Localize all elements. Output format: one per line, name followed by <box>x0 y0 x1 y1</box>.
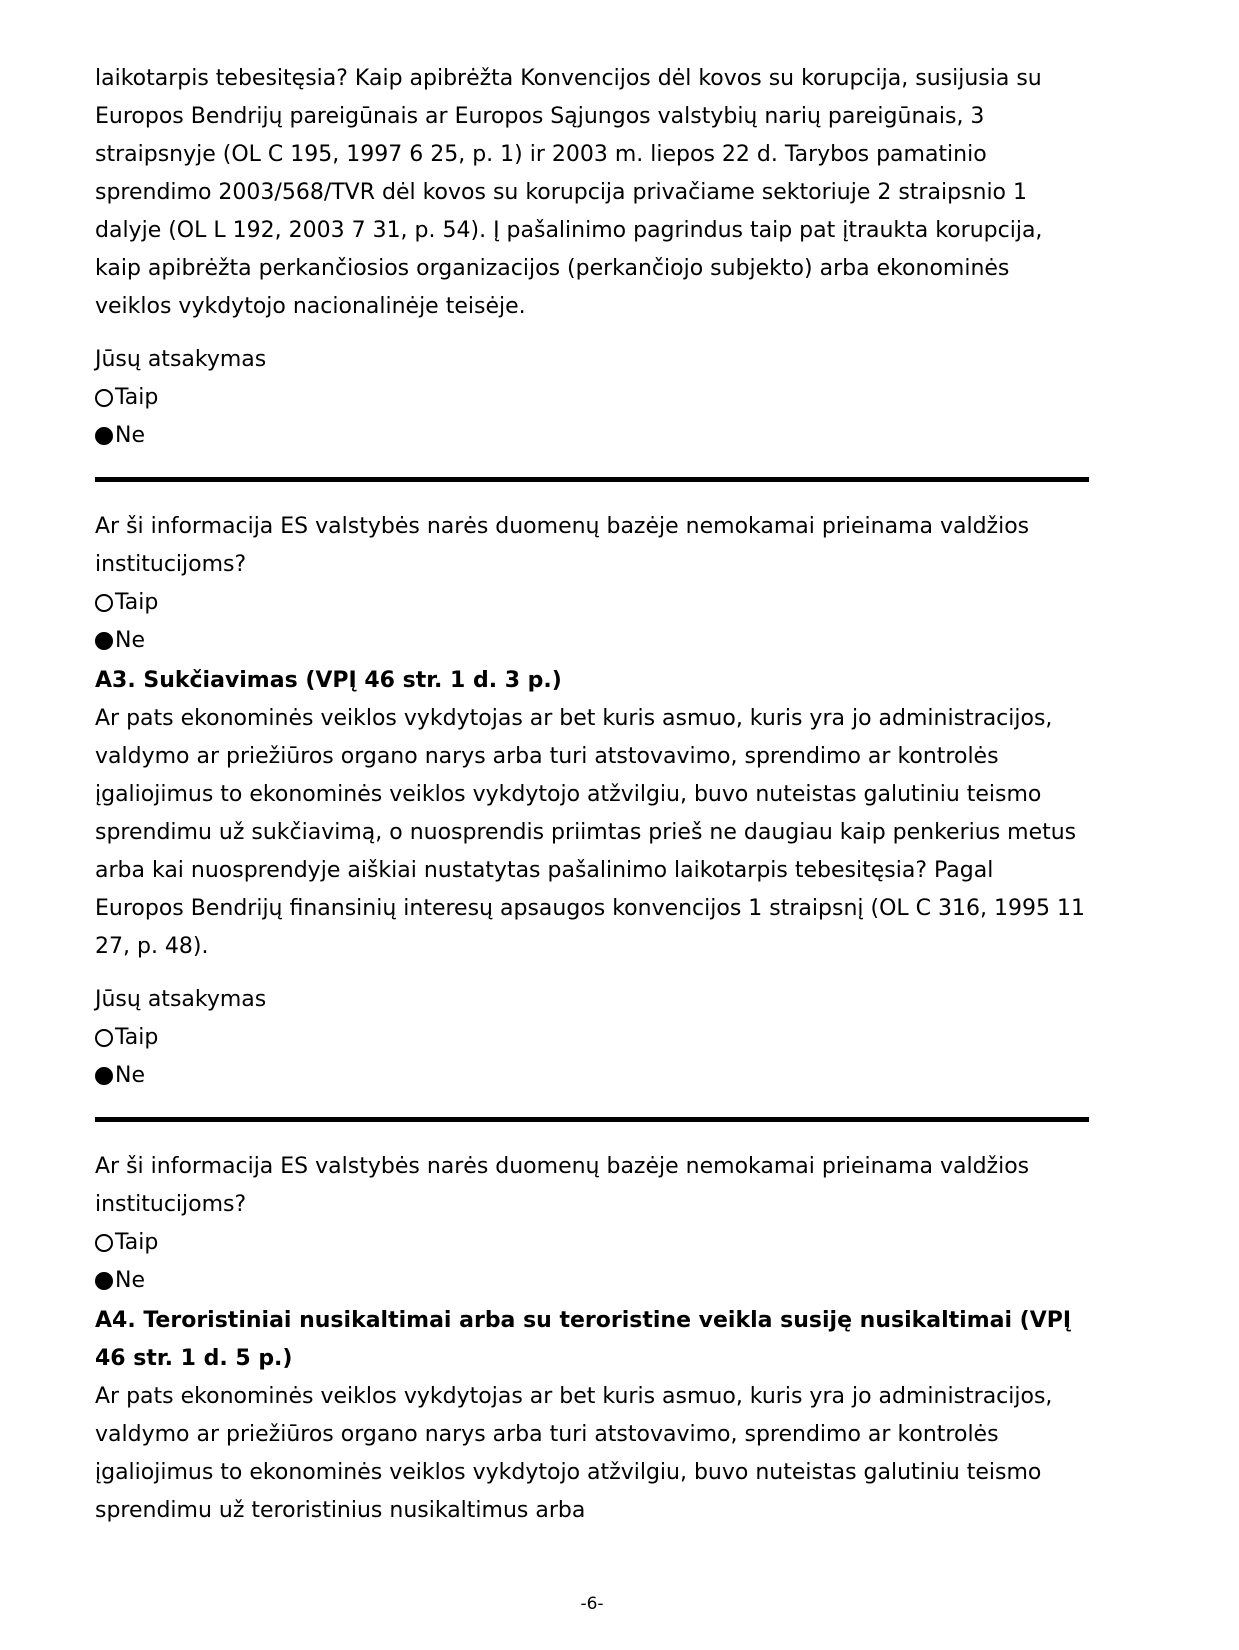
radio-unselected-icon <box>95 389 113 407</box>
your-answer-label: Jūsų atsakymas <box>95 987 267 1012</box>
heading-a3-fraud: A3. Sukčiavimas (VPĮ 46 str. 1 d. 3 p.) <box>95 668 562 693</box>
radio-option-taip-a3[interactable] <box>95 1019 1089 1057</box>
radio-selected-icon <box>95 1272 113 1290</box>
radio-option-ne-db2[interactable] <box>95 1262 1089 1300</box>
db-access-question: Ar ši informacija ES valstybės narės duomenų bazėje nemokamai prieinama valdžios institucijoms? <box>95 1154 1030 1217</box>
answer-block-corruption <box>95 341 1089 455</box>
db-access-question: Ar ši informacija ES valstybės narės duomenų bazėje nemokamai prieinama valdžios institucijoms? <box>95 514 1030 577</box>
radio-label-taip: Taip <box>115 1230 159 1255</box>
page-number: -6- <box>580 1594 604 1614</box>
radio-label-taip: Taip <box>115 1025 159 1050</box>
heading-a4-terrorism: A4. Teroristiniai nusikaltimai arba su teroristine veikla susiję nusikaltimai (VPĮ 46 str. 1 d. 5 p.) <box>95 1308 1072 1371</box>
radio-unselected-icon <box>95 1234 113 1252</box>
radio-selected-icon <box>95 427 113 445</box>
paragraph-corruption-continuation: laikotarpis tebesitęsia? Kaip apibrėžta Konvencijos dėl kovos su korupcija, susijusia su Europos Bendrijų pareigūnais ar Europos Sąjungos valstybių narių pareigūnais, 3 straipsnyje (OL C 195, 1997 6 25, p. 1) ir 2003 m. liepos 22 d. Tarybos pamatinio sprendimo 2003/568/TVR dėl kovos su korupcija privačiame sektoriuje 2 straipsnio 1 dalyje (OL L 192, 2003 7 31, p. 54). Į pašalinimo pagrindus taip pat įtraukta korupcija, kaip apibrėžta perkančiosios organizacijos (perkančiojo subjekto) arba ekonominės veiklos vykdytojo nacionalinėje teisėje. <box>95 66 1043 319</box>
answer-block-a3 <box>95 981 1089 1095</box>
db-access-block-1 <box>95 508 1089 660</box>
db-access-block-2 <box>95 1148 1089 1300</box>
radio-option-taip-db2[interactable] <box>95 1224 1089 1262</box>
radio-label-taip: Taip <box>115 590 159 615</box>
radio-option-ne-corruption[interactable] <box>95 417 1089 455</box>
section-divider <box>95 477 1089 482</box>
your-answer-label: Jūsų atsakymas <box>95 347 267 372</box>
radio-label-taip: Taip <box>115 385 159 410</box>
radio-unselected-icon <box>95 1029 113 1047</box>
paragraph-a3-body: Ar pats ekonominės veiklos vykdytojas ar bet kuris asmuo, kuris yra jo administracijos, valdymo ar priežiūros organo narys arba turi atstovavimo, sprendimo ar kontrolės įgaliojimus to ekonominės veiklos vykdytojo atžvilgiu, buvo nuteistas galutiniu teismo sprendimu už sukčiavimą, o nuosprendis priimtas prieš ne daugiau kaip penkerius metus arba kai nuosprendyje aiškiai nustatytas pašalinimo laikotarpis tebesitęsia? Pagal Europos Bendrijų finansinių interesų apsaugos konvencijos 1 straipsnį (OL C 316, 1995 11 27, p. 48). <box>95 706 1085 959</box>
radio-option-ne-a3[interactable] <box>95 1057 1089 1095</box>
radio-option-ne-db1[interactable] <box>95 622 1089 660</box>
radio-label-ne: Ne <box>115 628 145 653</box>
radio-option-taip-db1[interactable] <box>95 584 1089 622</box>
paragraph-a4-body: Ar pats ekonominės veiklos vykdytojas ar bet kuris asmuo, kuris yra jo administracijos, valdymo ar priežiūros organo narys arba turi atstovavimo, sprendimo ar kontrolės įgaliojimus to ekonominės veiklos vykdytojo atžvilgiu, buvo nuteistas galutiniu teismo sprendimu už teroristinius nusikaltimus arba <box>95 1384 1053 1523</box>
radio-selected-icon <box>95 632 113 650</box>
radio-label-ne: Ne <box>115 1268 145 1293</box>
section-divider <box>95 1117 1089 1122</box>
radio-option-taip-corruption[interactable] <box>95 379 1089 417</box>
radio-label-ne: Ne <box>115 423 145 448</box>
radio-selected-icon <box>95 1067 113 1085</box>
radio-unselected-icon <box>95 594 113 612</box>
radio-label-ne: Ne <box>115 1063 145 1088</box>
